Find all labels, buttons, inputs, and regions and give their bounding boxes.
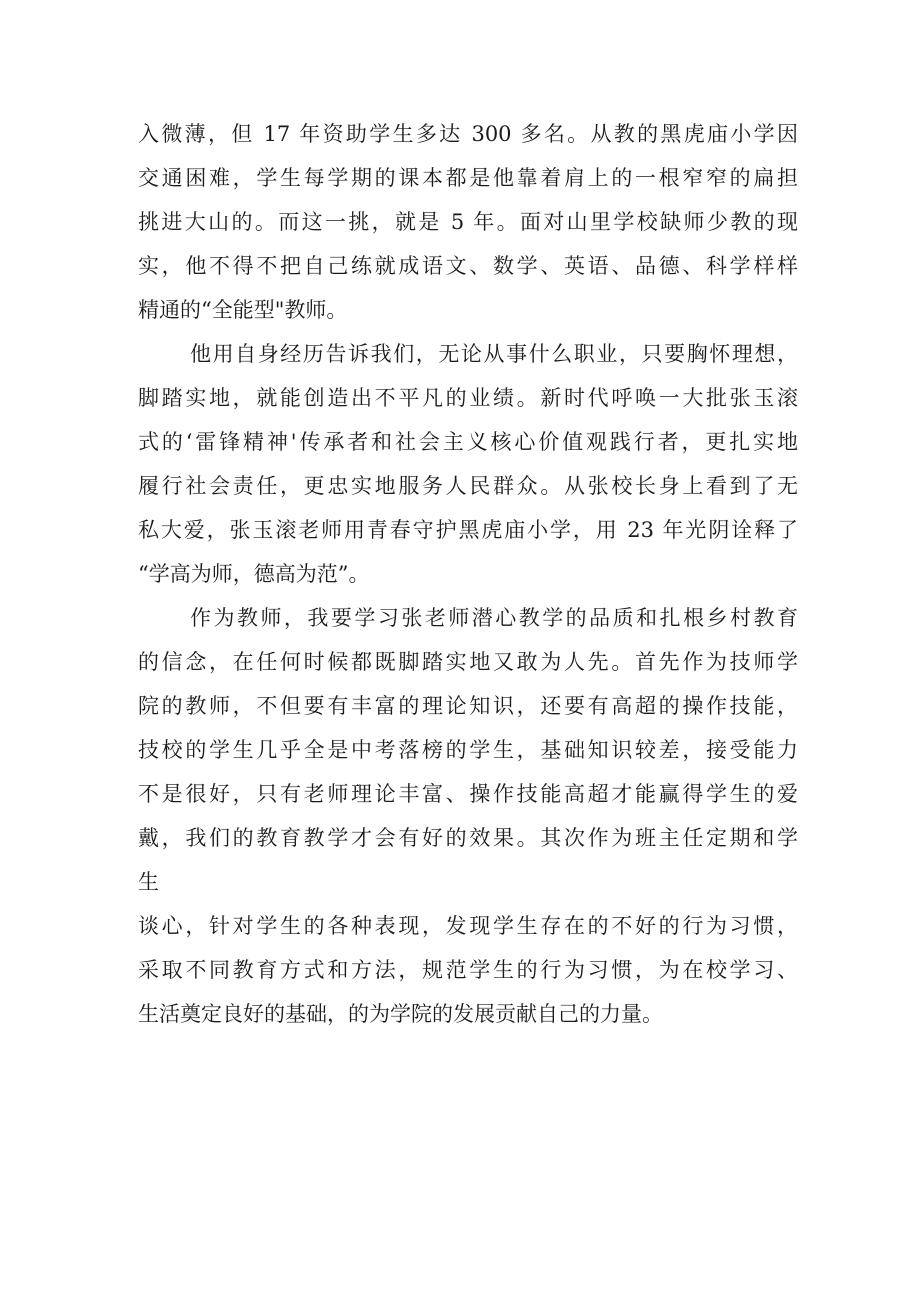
text-line: 不是很好，只有老师理论丰富、操作技能高超才能赢得学生的爱: [138, 782, 798, 806]
text-line: 戴，我们的教育教学才会有好的效果。其次作为班主任定期和学: [138, 826, 798, 850]
text-line: 生: [138, 870, 159, 894]
text-line: 交通困难，学生每学期的课本都是他靠着肩上的一根窄窄的扁担: [138, 166, 798, 190]
text-line: 履行社会责任，更忠实地服务人民群众。从张校长身上看到了无: [138, 474, 798, 498]
text-line: 精通的“全能型"教师。: [138, 298, 348, 322]
text-line: 采取不同教育方式和方法，规范学生的行为习惯，为在校学习、: [138, 958, 798, 982]
paragraph-first-line: 作为教师，我要学习张老师潜心教学的品质和扎根乡村教育: [190, 606, 798, 630]
text-line: 脚踏实地，就能创造出不平凡的业绩。新时代呼唤一大批张玉滚: [138, 386, 798, 410]
document-body: [138, 112, 798, 1036]
text-line: “学高为师，德高为范”。: [138, 562, 370, 586]
text-line: 式的‘雷锋精神'传承者和社会主义核心价值观践行者，更扎实地: [138, 430, 798, 454]
text-line: 私大爱，张玉滚老师用青春守护黑虎庙小学，用 23 年光阴诠释了: [138, 518, 798, 542]
text-line: 入微薄，但 17 年资助学生多达 300 多名。从教的黑虎庙小学因: [138, 122, 798, 146]
text-line: 的信念，在任何时候都既脚踏实地又敢为人先。首先作为技师学: [138, 650, 798, 674]
text-line: 实，他不得不把自己练就成语文、数学、英语、品德、科学样样: [138, 254, 798, 278]
text-line: 挑进大山的。而这一挑，就是 5 年。面对山里学校缺师少教的现: [138, 210, 798, 234]
paragraph-first-line: 他用自身经历告诉我们，无论从事什么职业，只要胸怀理想，: [190, 342, 798, 366]
text-line: 技校的学生几乎全是中考落榜的学生，基础知识较差，接受能力: [138, 738, 798, 762]
text-line: 谈心，针对学生的各种表现，发现学生存在的不好的行为习惯，: [138, 914, 798, 938]
text-line: 院的教师，不但要有丰富的理论知识，还要有高超的操作技能，: [138, 694, 798, 718]
text-line: 生活奠定良好的基础，的为学院的发展贡献自己的力量。: [138, 1002, 663, 1026]
